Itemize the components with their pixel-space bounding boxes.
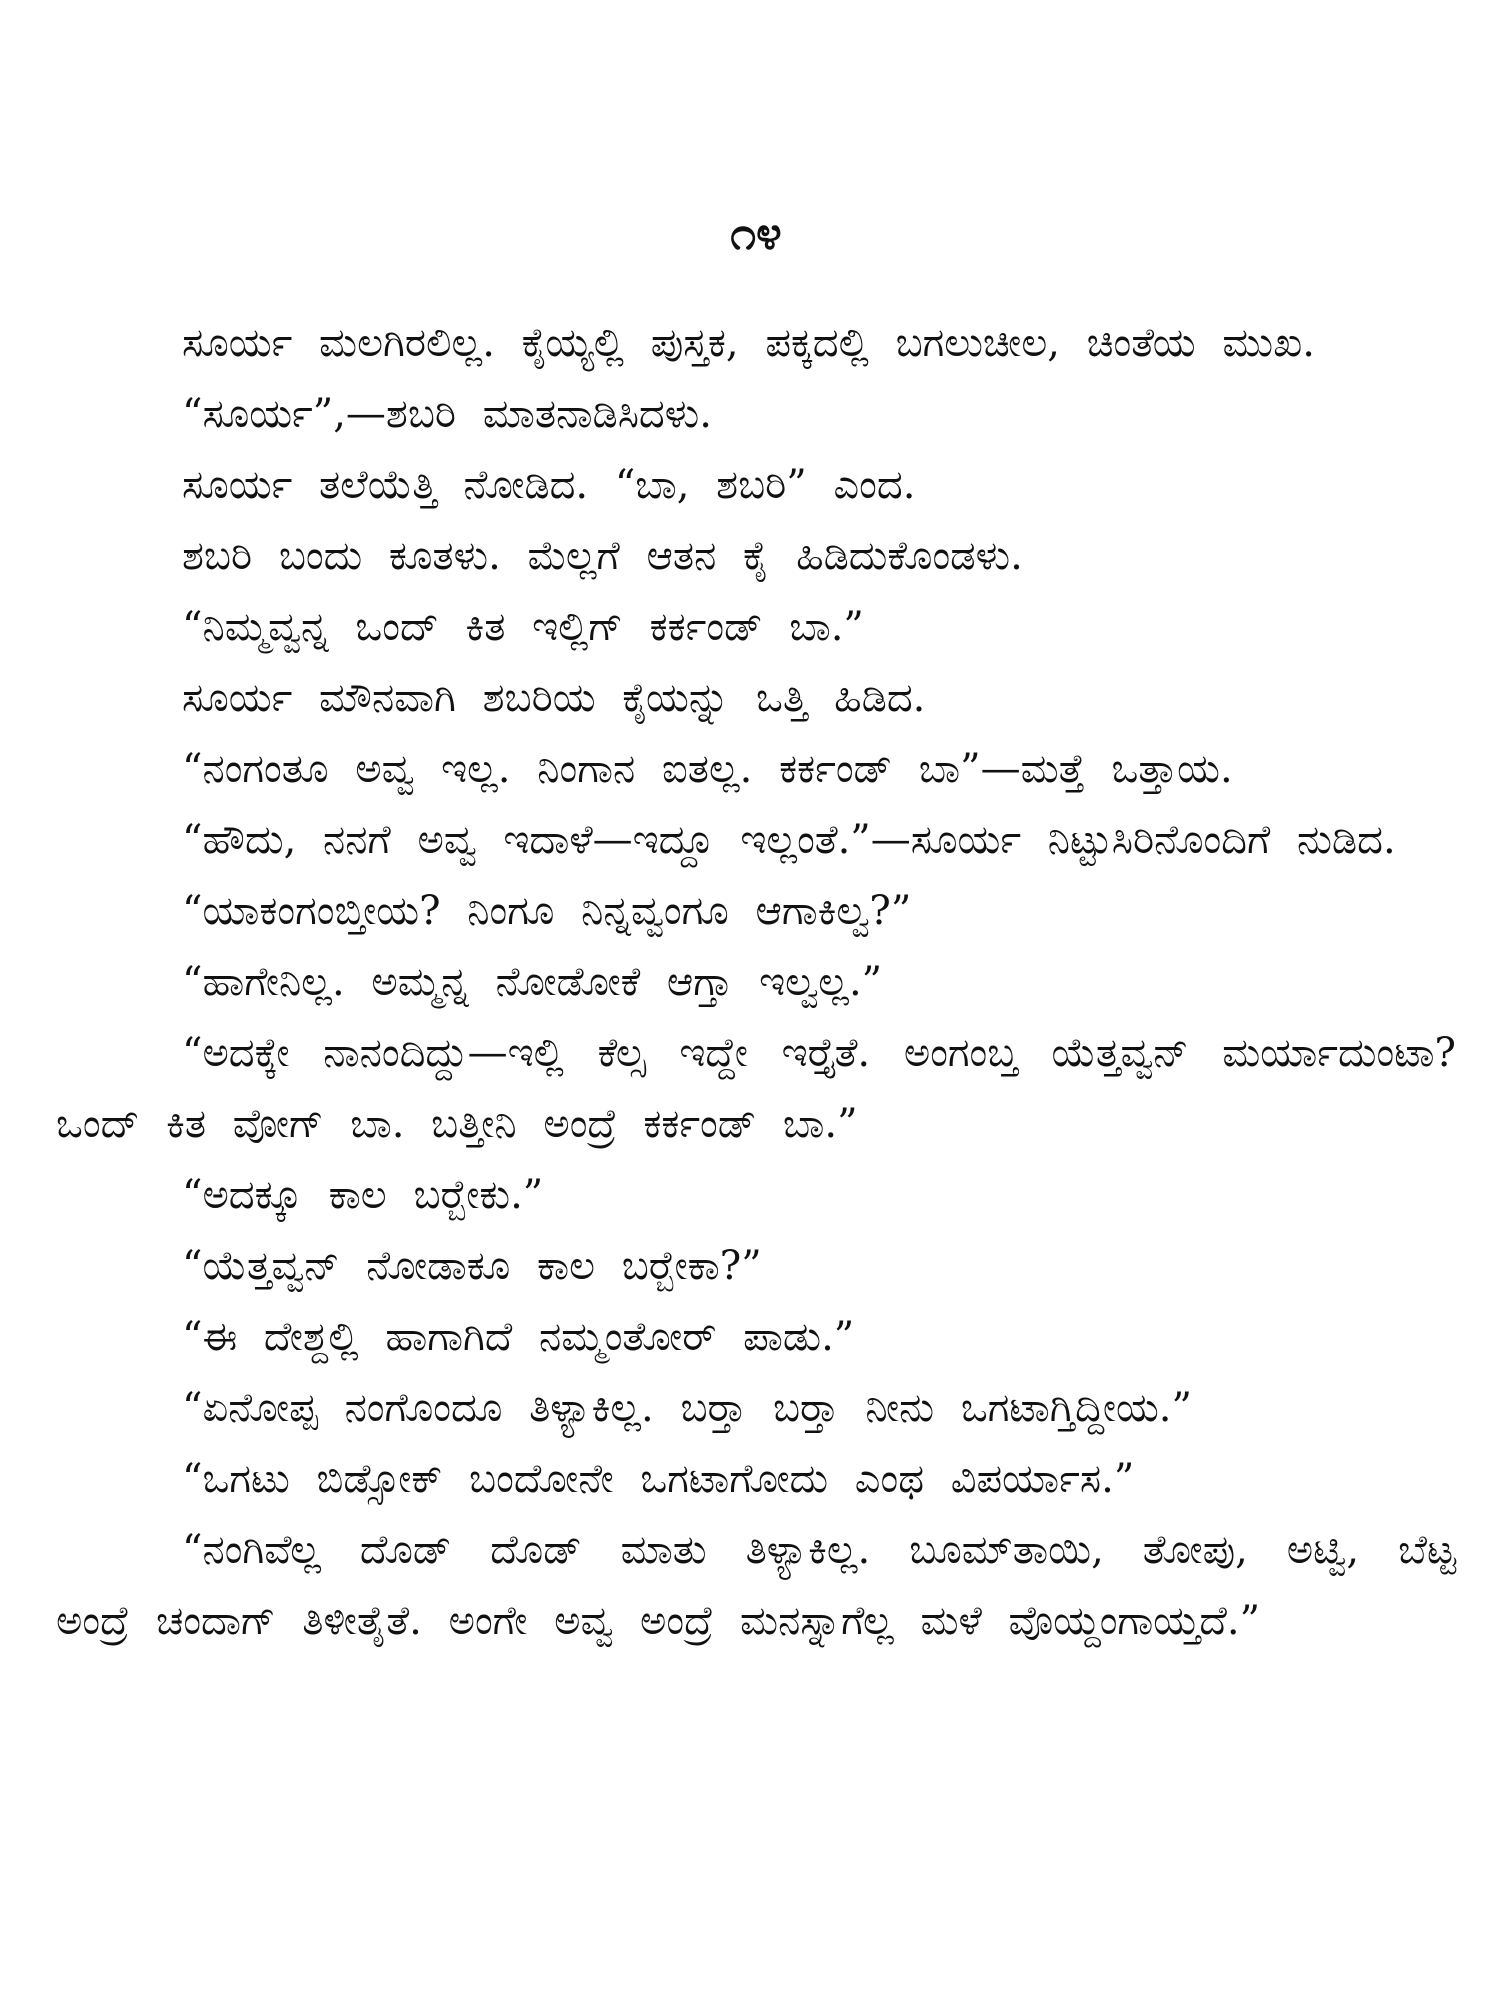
paragraph: “ಹಾಗೇನಿಲ್ಲ. ಅಮ್ಮನ್ನ ನೋಡೋಕೆ ಆಗ್ತಾ ಇಲ್ವಲ್ಲ.” (182, 959, 883, 1005)
paragraph: “ನಂಗಂತೂ ಅವ್ವ ಇಲ್ಲ. ನಿಂಗಾನ ಐತಲ್ಲ. ಕರ್ಕಂಡ್ ಬಾ”—ಮತ್ತೆ ಒತ್ತಾಯ. (182, 746, 1233, 792)
paragraph: ಶಬರಿ ಬಂದು ಕೂತಳು. ಮೆಲ್ಲಗೆ ಆತನ ಕೈ ಹಿಡಿದುಕೊಂಡಳು. (182, 533, 1023, 579)
paragraph: “ಯಾಕಂಗಂಬ್ತೀಯ? ನಿಂಗೂ ನಿನ್ನವ್ವಂಗೂ ಆಗಾಕಿಲ್ವ?” (182, 888, 912, 934)
paragraph: “ಸೂರ್ಯ”,—ಶಬರಿ ಮಾತನಾಡಿಸಿದಳು. (182, 391, 712, 437)
paragraph: “ಏನೋಪ್ಪ ನಂಗೊಂದೂ ತಿಳ್ಯಾಕಿಲ್ಲ. ಬರ್‍ತಾ ಬರ್‍ತಾ ನೀನು ಒಗಟಾಗ್ತಿದ್ದೀಯ.” (182, 1385, 1192, 1431)
chapter-body (56, 308, 1456, 1657)
paragraph: “ಅದಕ್ಕೂ ಕಾಲ ಬರ್‍ಬೇಕು.” (182, 1172, 544, 1218)
paragraph: ಸೂರ್ಯ ಮಲಗಿರಲಿಲ್ಲ. ಕೈಯ್ಯಲ್ಲಿ ಪುಸ್ತಕ, ಪಕ್ಕದಲ್ಲಿ ಬಗಲುಚೀಲ, ಚಿಂತೆಯ ಮುಖ. (182, 320, 1315, 366)
paragraph: ಸೂರ್ಯ ತಲೆಯೆತ್ತಿ ನೋಡಿದ. “ಬಾ, ಶಬರಿ” ಎಂದ. (182, 462, 916, 508)
paragraph: “ಹೌದು, ನನಗೆ ಅವ್ವ ಇದಾಳೆ—ಇದ್ದೂ ಇಲ್ಲಂತೆ.”—ಸೂರ್ಯ ನಿಟ್ಟುಸಿರಿನೊಂದಿಗೆ ನುಡಿದ. (182, 817, 1396, 863)
paragraph: “ಯೆತ್ತವ್ವನ್ ನೋಡಾಕೂ ಕಾಲ ಬರ್‍ಬೇಕಾ?” (182, 1243, 762, 1289)
paragraph: “ಒಗಟು ಬಿಡ್ಸೋಕ್ ಬಂದೋನೇ ಒಗಟಾಗೋದು ಎಂಥ ವಿಪರ್ಯಾಸ.” (182, 1456, 1135, 1502)
paragraph: “ನಂಗಿವೆಲ್ಲ ದೊಡ್ ದೊಡ್ ಮಾತು ತಿಳ್ಯಾಕಿಲ್ಲ. ಬೂಮ್‌ತಾಯಿ, ತೋಪು, ಅಟ್ವಿ, ಬೆಟ್ಟ ಅಂದ್ರೆ ಚಂದಾಗ್ ತಿಳೀತೈತೆ. ಅಂಗೇ ಅವ್ವ ಅಂದ್ರೆ ಮನಸ್ನಾಗೆಲ್ಲ ಮಳೆ ವೊಯ್ದಂಗಾಯ್ತದೆ.” (56, 1527, 1456, 1644)
paragraph: “ಈ ದೇಶ್ದಲ್ಲಿ ಹಾಗಾಗಿದೆ ನಮ್ಮಂತೋರ್ ಪಾಡು.” (182, 1314, 855, 1360)
book-page (56, 206, 1456, 1657)
paragraph: ಸೂರ್ಯ ಮೌನವಾಗಿ ಶಬರಿಯ ಕೈಯನ್ನು ಒತ್ತಿ ಹಿಡಿದ. (182, 675, 926, 721)
paragraph: “ನಿಮ್ಮವ್ವನ್ನ ಒಂದ್ ಕಿತ ಇಲ್ಲಿಗ್ ಕರ್ಕಂಡ್ ಬಾ.” (182, 604, 864, 650)
paragraph: “ಅದಕ್ಕೇ ನಾನಂದಿದ್ದು—ಇಲ್ಲಿ ಕೆಲ್ಸ ಇದ್ದೇ ಇರ್‍ತೈತೆ. ಅಂಗಂಬ್ತ ಯೆತ್ತವ್ವನ್ ಮರ್ಯಾದುಂಟಾ? ಒಂದ್ ಕಿತ ವೋಗ್ ಬಾ. ಬತ್ತೀನಿ ಅಂದ್ರೆ ಕರ್ಕಂಡ್ ಬಾ.” (56, 1030, 1456, 1147)
chapter-number: ೧೪ (730, 206, 782, 260)
